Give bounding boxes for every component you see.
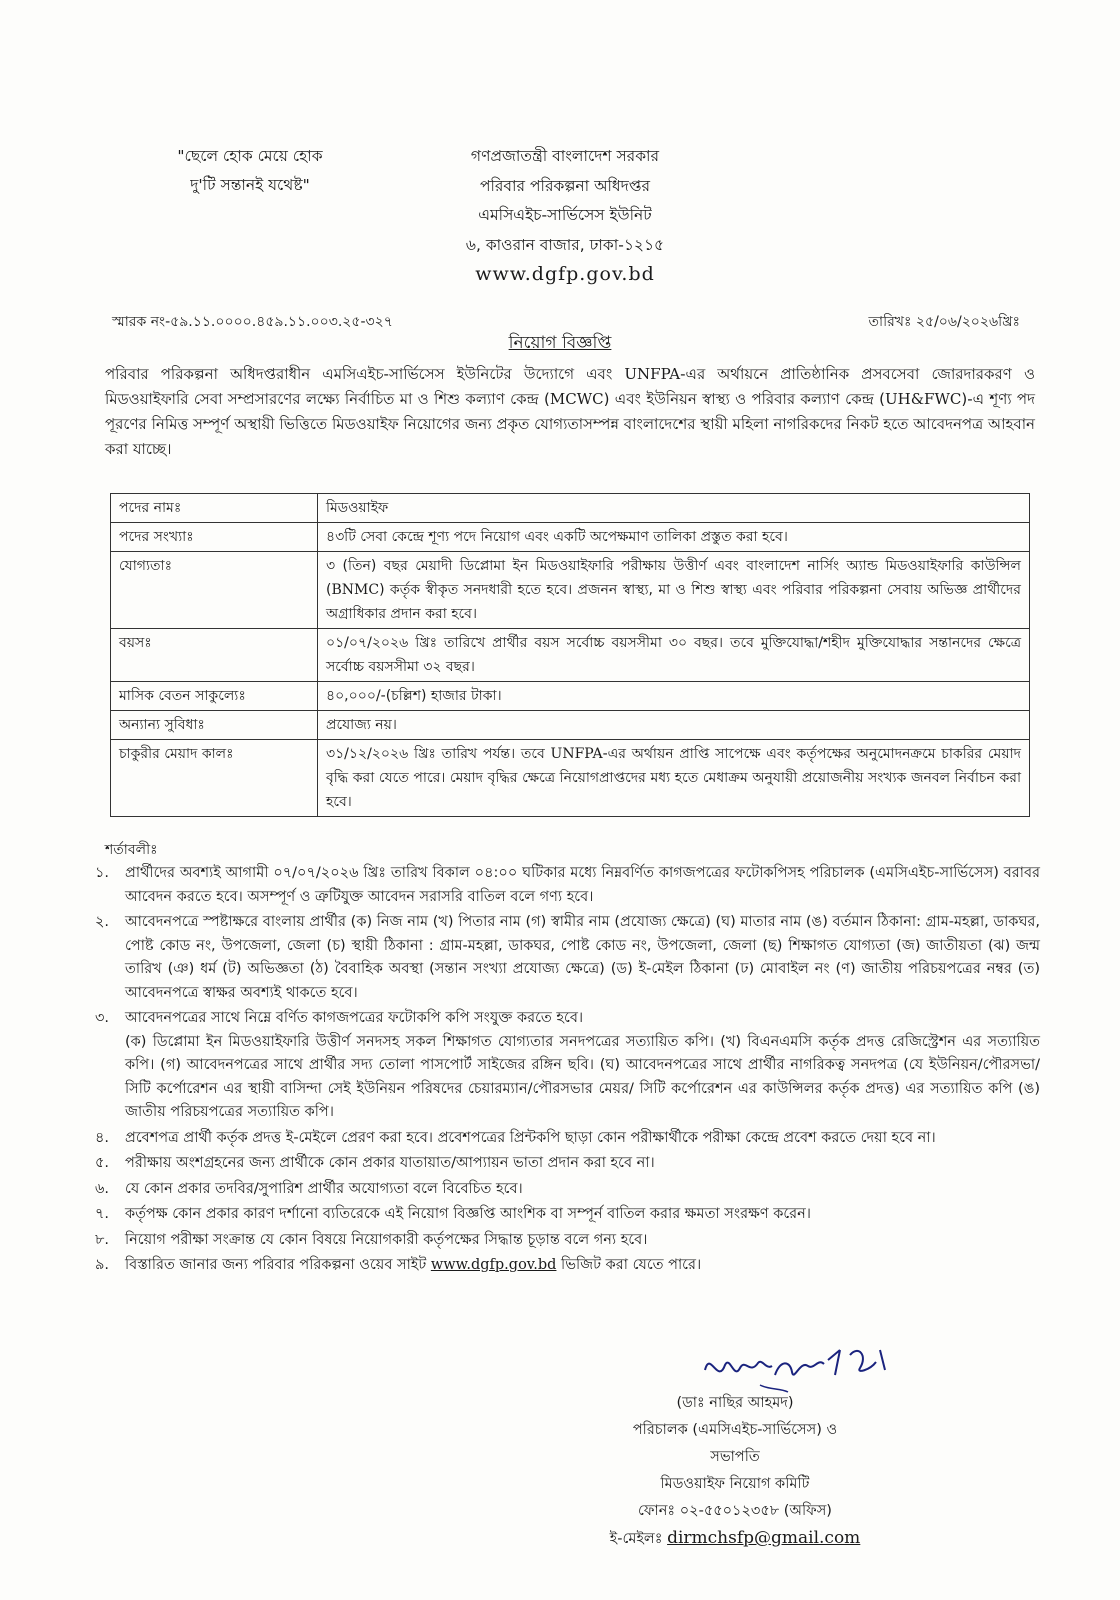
table-key: পদের সংখ্যাঃ (111, 523, 318, 552)
job-info-table (110, 493, 1030, 817)
conditions-title: শর্তাবলীঃ (105, 842, 158, 858)
committee-name: মিডওয়াইফ নিয়োগ কমিটি (660, 1476, 810, 1492)
condition-item (95, 1254, 1040, 1278)
signatory-name: (ডাঃ নাছির আহমদ) (676, 1395, 794, 1411)
table-row (111, 552, 1030, 629)
condition-text: প্রার্থীদের অবশ্যই আগামী ০৭/০৭/২০২৬ খ্রিঃ তারিখ বিকাল ০৪:০০ ঘটিকার মধ্যে নিম্নবর্ণিত কাগজপত্রের ফটোকপিসহ পরিচালক (এমসিএইচ-সার্ভিসেস) বরাবর আবেদন করতে হবে। অসম্পূর্ণ ও ত্রুটিযুক্ত আবেদন সরাসরি বাতিল বলে গণ্য হবে। (125, 865, 1040, 905)
table-value: মিডওয়াইফ (318, 494, 1030, 523)
table-value: ৩ (তিন) বছর মেয়াদী ডিপ্লোমা ইন মিডওয়াইফারি পরীক্ষায় উত্তীর্ণ এবং বাংলাদেশ নার্সিং অ্যান্ড মিডওয়াইফারি কাউন্সিল (BNMC) কর্তৃক স্বীকৃত সনদধারী হতে হবে। প্রজনন স্বাস্থ্য, মা ও শিশু স্বাস্থ্য এবং পরিবার পরিকল্পনা সেবায় অভিজ্ঞ প্রার্থীদের অগ্রাধিকার প্রদান করা হবে। (318, 552, 1030, 629)
condition-text: নিয়োগ পরীক্ষা সংক্রান্ত যে কোন বিষয়ে নিয়োগকারী কর্তৃপক্ষের সিদ্ধান্ত চূড়ান্ত বলে গন্য হবে। (125, 1231, 648, 1248)
condition-number: ৬. (95, 1180, 110, 1197)
condition-text: আবেদনপত্রে স্পষ্টাক্ষরে বাংলায় প্রার্থীর (ক) নিজ নাম (খ) পিতার নাম (গ) স্বামীর নাম (প্রযোজ্য ক্ষেত্রে) (ঘ) মাতার নাম (ঙ) বর্তমান ঠিকানা: গ্রাম-মহল্লা, ডাকঘর, পোষ্ট কোড নং, উপজেলা, জেলা (চ) স্থায়ী ঠিকানা : গ্রাম-মহল্লা, ডাকঘর, পোষ্ট কোড নং, উপজেলা, জেলা (ছ) শিক্ষাগত যোগ্যতা (জ) জাতীয়তা (ঝ) জন্ম তারিখ (ঞ) ধর্ম (ট) অভিজ্ঞতা (ঠ) বৈবাহিক অবস্থা (সন্তান সংখ্যা প্রযোজ্য ক্ষেত্রে) (ড) ই-মেইল ঠিকানা (ঢ) মোবাইল নং (ণ) জাতীয় পরিচয়পত্রের নম্বর (ত) আবেদনপত্রে স্বাক্ষর অবশ্যই থাকতে হবে। (125, 914, 1040, 1001)
table-key: অন্যান্য সুবিধাঃ (111, 711, 318, 740)
address: ৬, কাওরান বাজার, ঢাকা-১২১৫ (465, 235, 665, 254)
condition-body (125, 1007, 1040, 1125)
table-value: ৪০,০০০/-(চল্লিশ) হাজার টাকা। (318, 682, 1030, 711)
table-key: মাসিক বেতন সাকুল্যেঃ (111, 682, 318, 711)
table-key: পদের নামঃ (111, 494, 318, 523)
condition-number: ৮. (95, 1231, 110, 1248)
govt-name: গণপ্রজাতন্ত্রী বাংলাদেশ সরকার (470, 147, 660, 165)
email-line (570, 1525, 900, 1553)
condition-number: ১. (95, 865, 110, 881)
condition-item (95, 1007, 1040, 1125)
table-row (111, 494, 1030, 523)
condition-tail: ভিজিট করা যেতে পারে। (556, 1257, 702, 1273)
table-key: বয়সঃ (111, 629, 318, 682)
condition-text: বিস্তারিত জানার জন্য পরিবার পরিকল্পনা ওয়েব সাইট (125, 1257, 427, 1273)
email-link[interactable]: dirmchsfp@gmail.com (667, 1528, 861, 1548)
condition-number: ২. (95, 914, 110, 930)
condition-body (125, 862, 1040, 909)
notice-title-text: নিয়োগ বিজ্ঞপ্তি (508, 333, 612, 353)
condition-number: ৯. (95, 1257, 110, 1273)
condition-number: ৫. (95, 1155, 110, 1171)
motto-line-1: "ছেলে হোক মেয়ে হোক (177, 147, 323, 165)
condition-text: কর্তৃপক্ষ কোন প্রকার কারণ দর্শানো ব্যতিরেকে এই নিয়োগ বিজ্ঞপ্তি আংশিক বা সম্পূর্ন বাতিল করার ক্ষমতা সংরক্ষণ করেন। (125, 1206, 811, 1222)
condition-text: আবেদনপত্রের সাথে নিম্নে বর্ণিত কাগজপত্রের ফটোকপি কপি সংযুক্ত করতে হবে। (125, 1010, 584, 1026)
table-row (111, 629, 1030, 682)
table-row (111, 682, 1030, 711)
signatory-designation: পরিচালক (এমসিএইচ-সার্ভিসেস) ও (632, 1422, 838, 1438)
website-link[interactable]: www.dgfp.gov.bd (430, 1257, 557, 1273)
condition-body (125, 1178, 1040, 1202)
condition-body (125, 1229, 1040, 1253)
notice-date: তারিখঃ ২৫/০৬/২০২৬খ্রিঃ (868, 314, 1020, 330)
memo-number: স্মারক নং-৫৯.১১.০০০০.৪৫৯.১১.০০৩.২৫-৩২৭ (112, 314, 393, 330)
condition-number: ৩. (95, 1010, 110, 1026)
conditions-list (95, 862, 1040, 1280)
condition-item (95, 1178, 1040, 1202)
unit-name: এমসিএইচ-সার্ভিসেস ইউনিট (478, 206, 652, 224)
condition-item (95, 1152, 1040, 1176)
table-value: ৩১/১২/২০২৬ খ্রিঃ তারিখ পর্যন্ত। তবে UNFPA-এর অর্থায়ন প্রাপ্তি সাপেক্ষে এবং কর্তৃপক্ষের অনুমোদনক্রমে চাকরির মেয়াদ বৃদ্ধি করা যেতে পারে। মেয়াদ বৃদ্ধির ক্ষেত্রে নিয়োগপ্রাপ্তদের মধ্য হতে মেধাক্রম অনুযায়ী প্রয়োজনীয় সংখ্যক জনবল নির্বাচন করা হবে। (318, 740, 1030, 817)
motto (150, 142, 350, 200)
table-value: ৪৩টি সেবা কেন্দ্রে শূণ্য পদে নিয়োগ এবং একটি অপেক্ষমাণ তালিকা প্রস্তুত করা হবে। (318, 523, 1030, 552)
condition-body (125, 1152, 1040, 1176)
table-row (111, 740, 1030, 817)
condition-body (125, 1254, 1040, 1278)
condition-body (125, 1203, 1040, 1227)
table-key: যোগ্যতাঃ (111, 552, 318, 629)
signatory-role: সভাপতি (710, 1449, 760, 1465)
condition-body (125, 911, 1040, 1005)
condition-text: যে কোন প্রকার তদবির/সুপারিশ প্রার্থীর অযোগ্যতা বলে বিবেচিত হবে। (125, 1180, 523, 1197)
website-link[interactable]: www.dgfp.gov.bd (475, 263, 655, 285)
condition-item (95, 862, 1040, 909)
motto-line-2: দু'টি সন্তানই যথেষ্ট" (190, 176, 310, 194)
table-value: প্রযোজ্য নয়। (318, 711, 1030, 740)
office-phone: ফোনঃ ০২-৫৫০১২৩৫৮ (অফিস) (638, 1503, 832, 1519)
intro-paragraph: পরিবার পরিকল্পনা অধিদপ্তরাধীন এমসিএইচ-সার্ভিসেস ইউনিটের উদ্যোগে এবং UNFPA-এর অর্থায়নে প্রাতিষ্ঠানিক প্রসবসেবা জোরদারকরণ ও মিডওয়াইফারি সেবা সম্প্রসারণের লক্ষ্যে নির্বাচিত মা ও শিশু কল্যাণ কেন্দ্র (MCWC) এবং ইউনিয়ন স্বাস্থ্য ও পরিবার কল্যাণ কেন্দ্র (UH&FWC)-এ শূণ্য পদ পূরণের নিমিত্ত সম্পূর্ণ অস্থায়ী ভিত্তিতে মিডওয়াইফ নিয়োগের জন্য প্রকৃত যোগ্যতাসম্পন্ন বাংলাদেশের স্থায়ী মহিলা নাগরিকদের নিকট হতে আবেদনপত্র আহবান করা যাচ্ছে। (105, 365, 1035, 458)
table-row (111, 523, 1030, 552)
table-value: ০১/০৭/২০২৬ খ্রিঃ তারিখে প্রার্থীর বয়স সর্বোচ্চ বয়সসীমা ৩০ বছর। তবে মুক্তিযোদ্ধা/শহীদ মুক্তিযোদ্ধার সন্তানদের ক্ষেত্রে সর্বোচ্চ বয়সসীমা ৩২ বছর। (318, 629, 1030, 682)
letterhead (420, 142, 710, 290)
signature-block (570, 1390, 900, 1553)
condition-item (95, 911, 1040, 1005)
condition-item (95, 1127, 1040, 1151)
condition-item (95, 1229, 1040, 1253)
condition-item (95, 1203, 1040, 1227)
notice-title (0, 330, 1120, 358)
email-label: ই-মেইলঃ (609, 1531, 663, 1547)
condition-number: ৪. (95, 1129, 110, 1146)
table-row (111, 711, 1030, 740)
condition-number: ৭. (95, 1206, 110, 1222)
condition-text: প্রবেশপত্র প্রার্থী কর্তৃক প্রদত্ত ই-মেইলে প্রেরণ করা হবে। প্রবেশপত্রের প্রিন্টকপি ছাড়া কোন পরীক্ষার্থীকে পরীক্ষা কেন্দ্রে প্রবেশ করতে দেয়া হবে না। (125, 1129, 936, 1146)
table-key: চাকুরীর মেয়াদ কালঃ (111, 740, 318, 817)
condition-text: পরীক্ষায় অংশগ্রহনের জন্য প্রার্থীকে কোন প্রকার যাতায়াত/আপ্যায়ন ভাতা প্রদান করা হবে না। (125, 1155, 655, 1171)
department-name: পরিবার পরিকল্পনা অধিদপ্তর (479, 176, 651, 195)
condition-body (125, 1127, 1040, 1151)
condition-subtext: (ক) ডিপ্লোমা ইন মিডওয়াইফারি উত্তীর্ণ সনদসহ সকল শিক্ষাগত যোগ্যতার সনদপত্রের সত্যায়িত কপি। (খ) বিএনএমসি কর্তৃক প্রদত্ত রেজিস্ট্রেশন এর সত্যায়িত কপি। (গ) আবেদনপত্রের সাথে প্রার্থীর সদ্য তোলা পাসপোর্ট সাইজের রঙ্গিন ছবি। (ঘ) আবেদনপত্রের সাথে প্রার্থীর নাগরিকত্ব সনদপত্র (যে ইউনিয়ন/পৌরসভা/ সিটি কর্পোরেশন এর স্থায়ী বাসিন্দা সেই ইউনিয়ন পরিষদের চেয়ারম্যান/পৌরসভার মেয়র/ সিটি কর্পোরেশন এর কাউন্সিলর কর্তৃক প্রদত্ত) এর সত্যায়িত কপি (ঙ) জাতীয় পরিচয়পত্রের সত্যায়িত কপি। (125, 1033, 1040, 1120)
